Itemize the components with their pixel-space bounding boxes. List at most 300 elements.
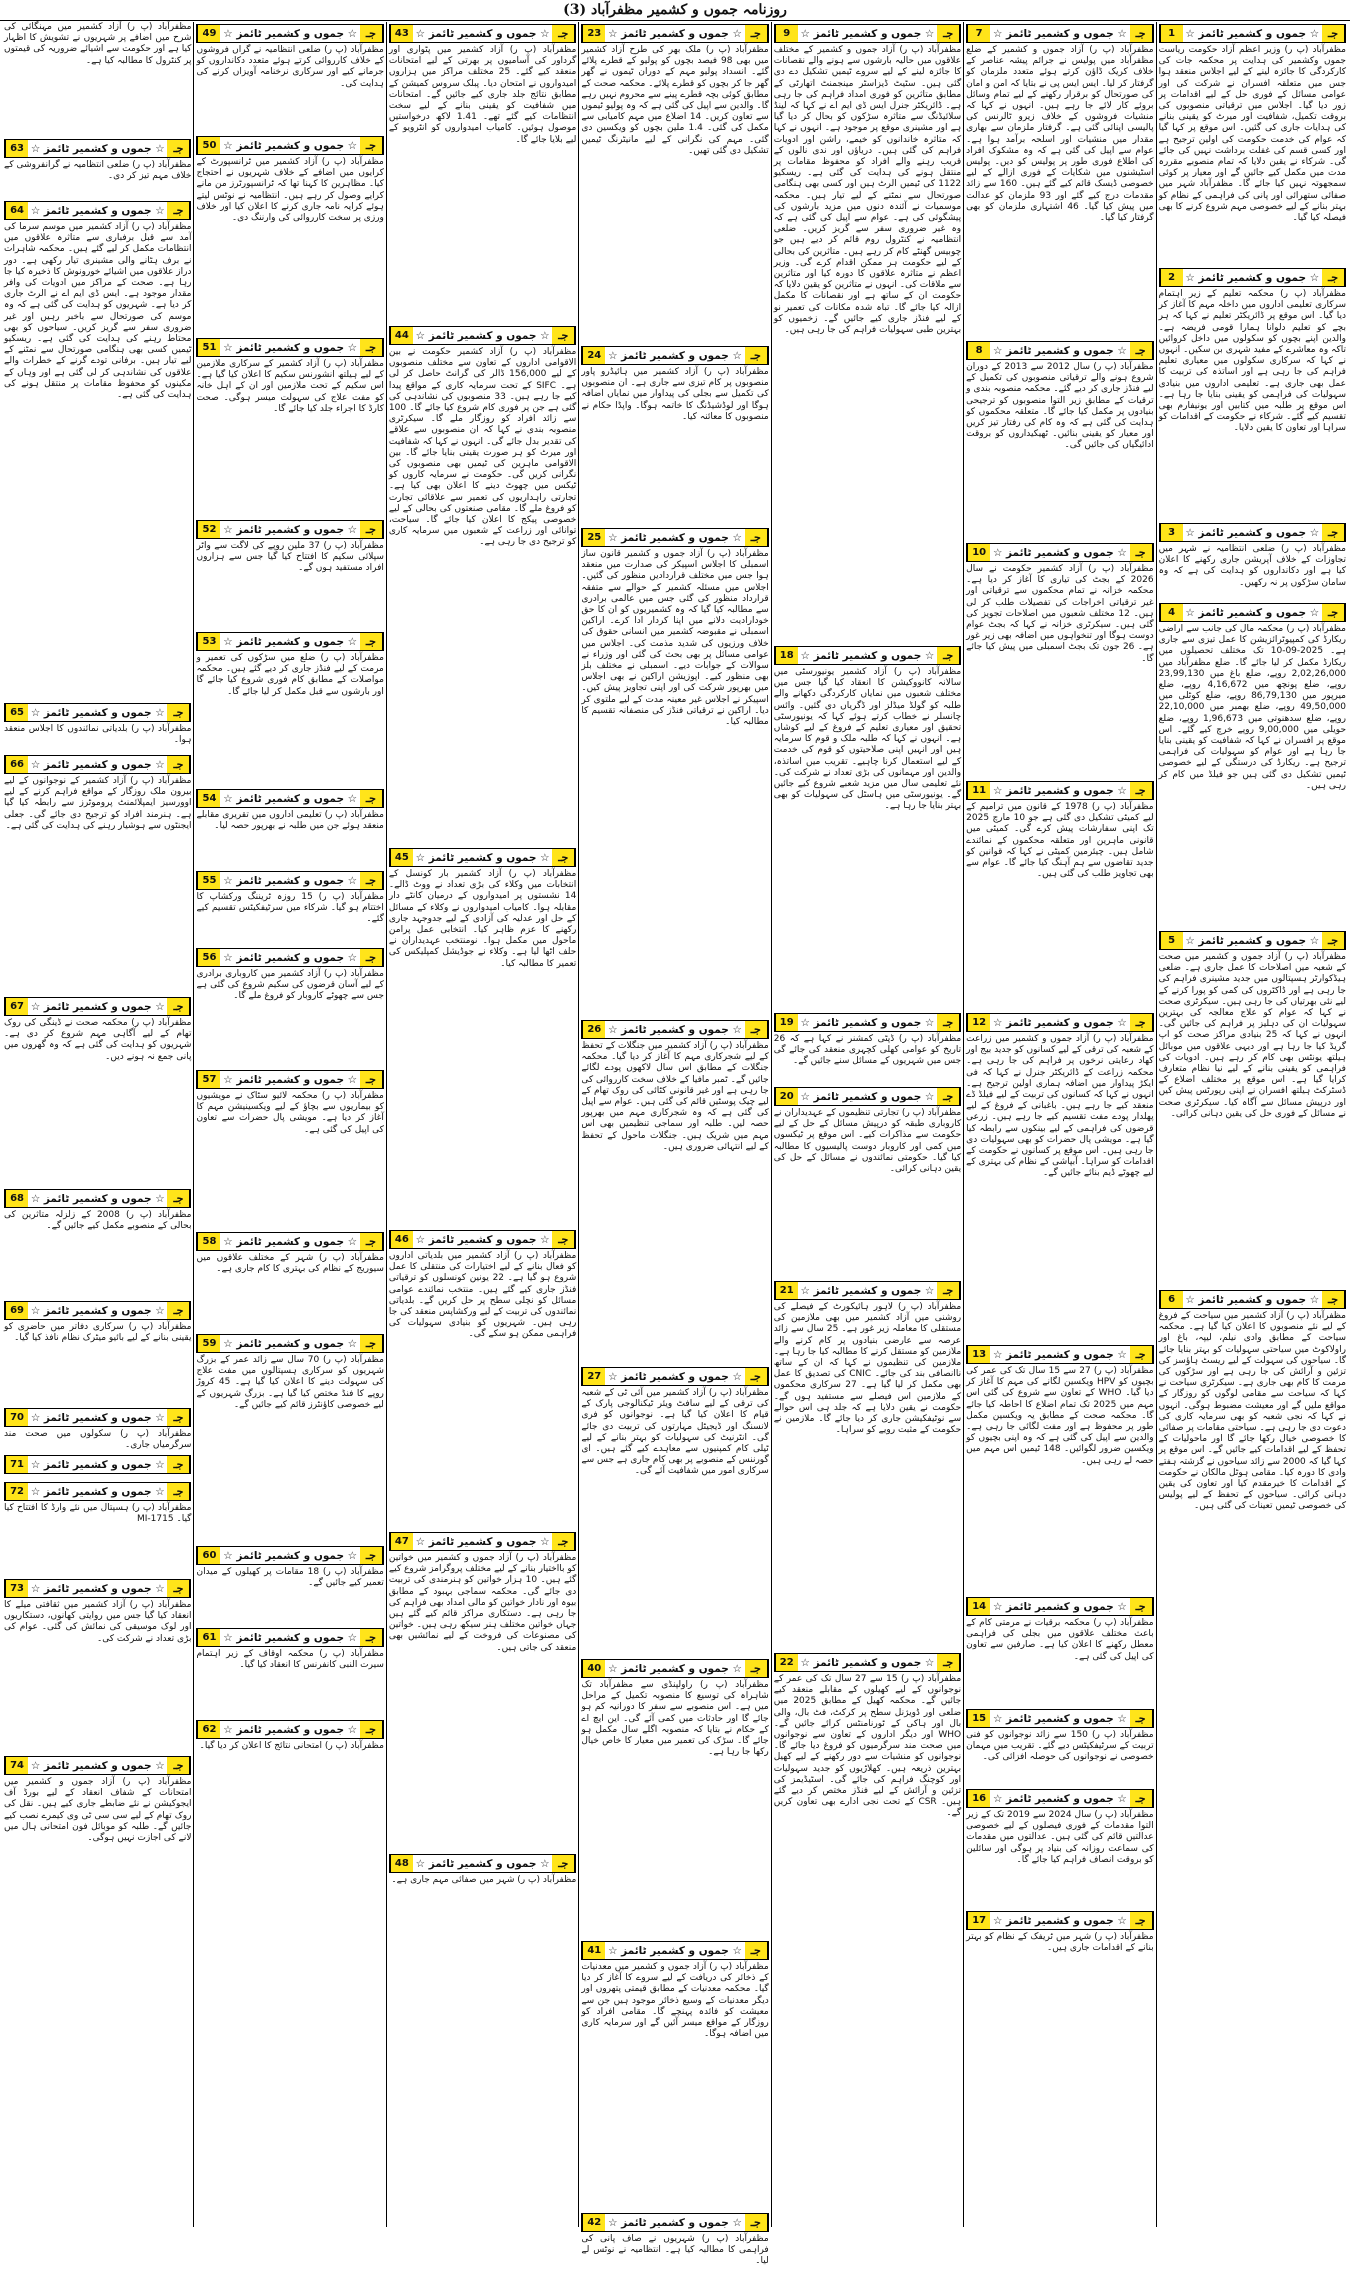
item-number-badge: 62 bbox=[197, 1721, 220, 1738]
newspaper-logo-icon: جـ bbox=[1130, 1790, 1153, 1807]
item-number-badge: 18 bbox=[775, 647, 798, 664]
news-item bbox=[4, 1189, 191, 1299]
item-header-bar bbox=[966, 543, 1153, 562]
item-header-title: ☆ جموں و کشمیر ٹائمز ☆ bbox=[223, 792, 358, 805]
item-header-bar bbox=[4, 997, 191, 1016]
item-header-title: ☆ جموں و کشمیر ٹائمز ☆ bbox=[30, 1411, 165, 1424]
newspaper-logo-icon: جـ bbox=[1130, 25, 1153, 42]
news-item-body: مظفرآباد (پ ر) محکمہ مال کی جانب سے اراضی ریکارڈ کی کمپیوٹرائزیشن کا عمل تیزی سے جاری ہے۔ 2025-09-10 تک مختلف تحصیلوں میں ریکارڈ مکمل کر لیا جائے گا۔ ضلع مظفرآباد میں 2,02,26,000 روپے، ضلع باغ میں 23,99,130 روپے، ضلع پونچھ میں 4,16,672 روپے، ضلع میرپور میں 86,79,130 روپے، ضلع کوٹلی میں 49,50,000 روپے، ضلع بھمبر میں 22,10,000 روپے، ضلع سدھنوتی میں 1,96,673 روپے، ضلع حویلی میں 9,00,000 روپے خرچ کیے گئے۔ اس موقع پر افسران نے کہا کہ شفافیت کو یقینی بنایا جا رہا ہے اور عوام کو سہولیات کی فراہمی ترجیح ہے۔ ریکارڈ کی درستگی کے لیے خصوصی ٹیمیں تشکیل دی گئی ہیں جو فیلڈ میں کام کر رہی ہیں۔ bbox=[1159, 624, 1346, 927]
item-header-bar bbox=[966, 1345, 1153, 1364]
item-header-title: ☆ جموں و کشمیر ٹائمز ☆ bbox=[608, 27, 742, 40]
news-item bbox=[774, 1087, 961, 1279]
item-number-badge: 16 bbox=[967, 1790, 990, 1807]
item-number-badge: 9 bbox=[775, 25, 798, 42]
news-item-body: مظفرآباد (پ ر) محکمہ تعلیم کے زیر اہتمام سرکاری تعلیمی اداروں میں داخلہ مہم کا آغاز کر دیا گیا۔ اس موقع پر ڈائریکٹر تعلیم نے کہا کہ ہر بچے کو تعلیم دلوانا ہمارا قومی فریضہ ہے۔ والدین اپنے بچوں کو سکولوں میں داخل کروائیں تاکہ وہ معاشرے کے مفید شہری بن سکیں۔ انہوں نے کہا کہ سرکاری سکولوں میں معیاری تعلیم فراہم کی جا رہی ہے اور اساتذہ کی تربیت کا عمل بھی جاری ہے۔ تعلیمی اداروں میں بنیادی سہولیات کی فراہمی کو یقینی بنایا جا رہا ہے۔ اس موقع پر طلبہ میں کتابیں اور یونیفارم بھی تقسیم کیے گئے۔ شرکاء نے حکومت کے اقدامات کو سراہا اور تعاون کا یقین دلایا۔ bbox=[1159, 289, 1346, 519]
item-header-title: ☆ جموں و کشمیر ٹائمز ☆ bbox=[223, 1235, 358, 1248]
news-item-body: مظفرآباد (پ ر) آزاد کشمیر میں آئی ٹی کے شعبہ کی ترقی کے لیے سافٹ ویئر ٹیکنالوجی پارک کے قیام کا اعلان کیا گیا ہے۔ نوجوانوں کو فری لانسنگ اور ڈیجیٹل مہارتوں کی تربیت دی جائے گی۔ انٹرنیٹ کی سہولیات کو بہتر بنانے کے لیے ٹیلی کام کمپنیوں سے معاہدے کیے گئے ہیں۔ ای گورننس کے منصوبے پر بھی کام جاری ہے جس سے سرکاری امور میں شفافیت آئے گی۔ bbox=[581, 1388, 768, 1655]
item-header-bar bbox=[4, 1756, 191, 1775]
item-header-bar bbox=[196, 136, 383, 155]
item-header-bar bbox=[389, 326, 576, 345]
news-item bbox=[966, 781, 1153, 1011]
news-item bbox=[4, 1301, 191, 1406]
item-header-title: ☆ جموں و کشمیر ٹائمز ☆ bbox=[1185, 271, 1320, 284]
item-header-bar bbox=[196, 1720, 383, 1739]
item-header-title: ☆ جموں و کشمیر ٹائمز ☆ bbox=[30, 1000, 165, 1013]
news-item bbox=[774, 1013, 961, 1085]
item-header-bar bbox=[1159, 603, 1346, 622]
item-header-title: ☆ جموں و کشمیر ٹائمز ☆ bbox=[223, 27, 358, 40]
news-item-body: مظفرآباد (پ ر) سال 2024 سے 2019 تک کے زیر التوا مقدمات کے فوری فیصلوں کے لیے خصوصی عدالتیں قائم کی گئی ہیں۔ عدالتوں میں مقدمات کی سماعت روزانہ کی بنیاد پر ہوگی اور سائلین کو بروقت انصاف فراہم کیا جائے گا۔ bbox=[966, 1810, 1153, 1907]
news-item bbox=[966, 1709, 1153, 1787]
item-header-title: ☆ جموں و کشمیر ٹائمز ☆ bbox=[608, 1662, 742, 1675]
newspaper-logo-icon: جـ bbox=[167, 998, 190, 1015]
newspaper-logo-icon: جـ bbox=[167, 1580, 190, 1597]
item-number-badge: 24 bbox=[582, 347, 605, 364]
news-item-body: مظفرآباد (پ ر) ضلعی انتظامیہ نے گرانفروشی کے خلاف مہم تیز کر دی۔ bbox=[4, 160, 191, 197]
item-header-title: ☆ جموں و کشمیر ٹائمز ☆ bbox=[992, 1348, 1127, 1361]
item-number-badge: 46 bbox=[390, 1231, 413, 1248]
item-header-title: ☆ جموں و کشمیر ٹائمز ☆ bbox=[608, 2216, 742, 2229]
item-number-badge: 23 bbox=[582, 25, 605, 42]
item-header-title: ☆ جموں و کشمیر ٹائمز ☆ bbox=[1185, 526, 1320, 539]
news-item-body: مظفرآباد (پ ر) آزاد کشمیر یونیورسٹی میں سالانہ کانووکیشن کا انعقاد کیا گیا جس میں مختلف شعبوں میں نمایاں کارکردگی دکھانے والے طلبہ کو گولڈ میڈلز اور ڈگریاں دی گئیں۔ وائس چانسلر نے خطاب کرتے ہوئے کہا کہ یونیورسٹی تحقیق اور معیاری تعلیم کے فروغ کے لیے کوشاں ہے۔ انہوں نے کہا کہ طلبہ ملک و قوم کا سرمایہ ہیں اور انہیں اپنی صلاحیتوں کو قوم کی خدمت کے لیے استعمال کرنا چاہیے۔ تقریب میں اساتذہ، والدین اور مہمانوں کی بڑی تعداد نے شرکت کی۔ نئے تعلیمی سال میں مزید شعبے شروع کیے جائیں گے۔ یونیورسٹی میں ہاسٹل کی سہولیات کو بھی بہتر بنایا جا رہا ہے۔ bbox=[774, 667, 961, 1009]
news-item bbox=[774, 646, 961, 1011]
news-item-body: مظفرآباد (پ ر) آزاد کشمیر کے نوجوانوں کے لیے بیرون ملک روزگار کے مواقع فراہم کرنے کے لیے اوورسیز ایمپلائمنٹ پروموٹرز سے رابطہ کیا گیا ہے۔ ہنرمند افراد کو ترجیح دی جائے گی۔ جعلی ایجنٹوں سے ہوشیار رہنے کی ہدایت کی گئی ہے۔ bbox=[4, 776, 191, 993]
item-number-badge: 27 bbox=[582, 1368, 605, 1385]
newspaper-logo-icon: جـ bbox=[745, 1660, 768, 1677]
item-header-title: ☆ جموں و کشمیر ٹائمز ☆ bbox=[223, 341, 358, 354]
item-header-bar bbox=[966, 341, 1153, 360]
news-item-body: مظفرآباد (پ ر) محکمہ برقیات نے مرمتی کام کے باعث مختلف علاقوں میں بجلی کی فراہمی معطل رکھنے کا اعلان کیا ہے۔ صارفین سے تعاون کی اپیل کی گئی ہے۔ bbox=[966, 1618, 1153, 1705]
news-item bbox=[389, 1532, 576, 1852]
item-header-title: ☆ جموں و کشمیر ٹائمز ☆ bbox=[992, 344, 1127, 357]
news-item-body: مظفرآباد (پ ر) ضلع میں سڑکوں کی تعمیر و مرمت کے لیے فنڈز جاری کر دیے گئے ہیں۔ محکمہ مواصلات کے مطابق کام فوری شروع کیا جائے گا اور بارشوں سے قبل مکمل کر لیا جائے گا۔ bbox=[196, 653, 383, 785]
item-header-bar bbox=[581, 346, 768, 365]
item-header-title: ☆ جموں و کشمیر ٹائمز ☆ bbox=[992, 1914, 1127, 1927]
news-item-body: مظفرآباد (پ ر) شہر میں ٹریفک کے نظام کو بہتر بنانے کے اقدامات جاری ہیں۔ bbox=[966, 1932, 1154, 1954]
item-header-bar bbox=[966, 1709, 1153, 1728]
news-item bbox=[966, 341, 1153, 541]
item-header-title: ☆ جموں و کشمیر ٹائمز ☆ bbox=[30, 1485, 165, 1498]
item-header-bar bbox=[4, 1482, 191, 1501]
item-number-badge: 70 bbox=[5, 1409, 28, 1426]
item-number-badge: 65 bbox=[5, 704, 28, 721]
news-item bbox=[389, 1230, 576, 1530]
item-header-bar bbox=[196, 789, 383, 808]
news-item bbox=[196, 948, 383, 1068]
newspaper-logo-icon: جـ bbox=[167, 1483, 190, 1500]
item-number-badge: 58 bbox=[197, 1233, 220, 1250]
news-item-body: مظفرآباد (پ ر) آزاد کشمیر میں پٹواری اور گرداور کی آسامیوں پر بھرتی کے لیے امتحانات منعقد کیے گئے۔ 25 مختلف مراکز میں ہزاروں امیدواروں نے امتحان دیا۔ پبلک سروس کمیشن کے مطابق نتائج جلد جاری کیے جائیں گے۔ امتحانات میں شفافیت کو یقینی بنانے کے لیے سخت انتظامات کیے گئے تھے۔ 1.41 لاکھ درخواستیں موصول ہوئیں۔ کامیاب امیدواروں کو انٹرویو کے لیے بلایا جائے گا۔ bbox=[389, 45, 576, 322]
news-item bbox=[966, 24, 1153, 339]
news-item-body: مظفرآباد (پ ر) ڈپٹی کمشنر نے کہا ہے کہ 26 تاریخ کو عوامی کھلی کچہری منعقد کی جائے گی جس میں شہریوں کے مسائل سنے جائیں گے۔ bbox=[774, 1034, 961, 1083]
news-item-body bbox=[4, 1476, 191, 1478]
news-item-body: مظفرآباد (پ ر) تجارتی تنظیموں کے عہدیداران نے کاروباری طبقہ کو درپیش مسائل کے حل کے لیے حکومت سے مذاکرات کیے۔ اس موقع پر ٹیکسوں میں کمی اور کاروبار دوست پالیسیوں کا مطالبہ کیا گیا۔ حکومتی نمائندوں نے مسائل کے حل کی یقین دہانی کرائی۔ bbox=[774, 1108, 961, 1277]
item-number-badge: 26 bbox=[582, 1021, 605, 1038]
news-item-body: مظفرآباد (پ ر) سرکاری دفاتر میں حاضری کو یقینی بنانے کے لیے بائیو میٹرک نظام نافذ کیا گیا۔ bbox=[4, 1322, 191, 1404]
item-number-badge: 53 bbox=[197, 633, 220, 650]
item-number-badge: 10 bbox=[967, 544, 990, 561]
news-item-body: مظفرآباد (پ ر) آزاد جموں و کشمیر میں خواتین کو بااختیار بنانے کے لیے مختلف پروگرامز شروع کیے گئے ہیں۔ 10 ہزار خواتین کو ہنرمندی کی تربیت دی جائے گی۔ محکمہ سماجی بہبود کے مطابق بیوہ اور نادار خواتین کو مالی امداد بھی فراہم کی جا رہی ہے۔ دستکاری مراکز قائم کیے گئے ہیں جہاں خواتین مختلف ہنر سیکھ رہی ہیں۔ خواتین کی مصنوعات کی فروخت کے لیے نمائشیں بھی منعقد کی جاتی ہیں۔ bbox=[389, 1553, 576, 1850]
news-item-body: مظفرآباد (پ ر) آزاد کشمیر بار کونسل کے انتخابات میں وکلاء کی بڑی تعداد نے ووٹ ڈالے۔ 14 نشستوں پر امیدواروں کے درمیان کانٹے دار مقابلہ ہوا۔ کامیاب امیدواروں نے وکلاء کے مسائل کے حل اور عدلیہ کی آزادی کے لیے جدوجہد جاری رکھنے کا عزم ظاہر کیا۔ انتخابی عمل پرامن ماحول میں مکمل ہوا۔ نومنتخب عہدیداران نے حلف اٹھا لیا ہے۔ وکلاء نے جوڈیشل کمپلیکس کی تعمیر کا مطالبہ کیا۔ bbox=[389, 869, 576, 1226]
item-header-title: ☆ جموں و کشمیر ٹائمز ☆ bbox=[608, 1370, 742, 1383]
item-header-title: ☆ جموں و کشمیر ٹائمز ☆ bbox=[992, 1600, 1127, 1613]
news-item bbox=[581, 1941, 768, 2211]
item-header-title: ☆ جموں و کشمیر ٹائمز ☆ bbox=[800, 1656, 935, 1669]
news-item bbox=[581, 1367, 768, 1657]
news-item bbox=[581, 1020, 768, 1365]
newspaper-logo-icon: جـ bbox=[552, 25, 575, 42]
item-number-badge: 59 bbox=[197, 1335, 220, 1352]
news-item bbox=[196, 1628, 383, 1718]
item-header-title: ☆ جموں و کشمیر ٹائمز ☆ bbox=[415, 1535, 550, 1548]
newspaper-logo-icon: جـ bbox=[1130, 342, 1153, 359]
item-header-bar bbox=[196, 24, 383, 43]
news-item-body: مظفرآباد (پ ر) آزاد کشمیر حکومت نے سال 2026 کے بجٹ کی تیاری کا آغاز کر دیا ہے۔ محکمہ خزانہ نے تمام محکموں سے ترقیاتی اور غیر ترقیاتی اخراجات کی تفصیلات طلب کر لی ہیں۔ 12 مختلف شعبوں میں اصلاحات تجویز کی گئی ہیں۔ سیکرٹری خزانہ نے کہا کہ بجٹ عوام دوست ہوگا اور تنخواہوں میں اضافہ بھی زیر غور ہے۔ 26 جون تک بجٹ اسمبلی میں پیش کیا جائے گا۔ bbox=[966, 564, 1153, 777]
newspaper-logo-icon: جـ bbox=[1322, 524, 1345, 541]
item-header-title: ☆ جموں و کشمیر ٹائمز ☆ bbox=[223, 1073, 358, 1086]
news-item bbox=[774, 24, 961, 644]
item-header-title: ☆ جموں و کشمیر ٹائمز ☆ bbox=[800, 1090, 935, 1103]
item-header-title: ☆ جموں و کشمیر ٹائمز ☆ bbox=[223, 523, 358, 536]
item-header-bar bbox=[196, 1232, 383, 1251]
newspaper-logo-icon: جـ bbox=[360, 1233, 383, 1250]
news-item-body: مظفرآباد (پ ر) شہر میں صفائی مہم جاری ہے۔ bbox=[389, 1875, 576, 1892]
news-item bbox=[1159, 1290, 1346, 1710]
newspaper-logo-icon: جـ bbox=[1322, 604, 1345, 621]
item-number-badge: 17 bbox=[967, 1912, 990, 1929]
news-item bbox=[389, 326, 576, 846]
item-header-title: ☆ جموں و کشمیر ٹائمز ☆ bbox=[30, 1192, 165, 1205]
item-number-badge: 61 bbox=[197, 1629, 220, 1646]
item-header-bar bbox=[196, 1628, 383, 1647]
newspaper-logo-icon: جـ bbox=[360, 1071, 383, 1088]
newspaper-logo-icon: جـ bbox=[745, 2214, 768, 2231]
item-header-bar bbox=[966, 24, 1153, 43]
item-header-title: ☆ جموں و کشمیر ٹائمز ☆ bbox=[223, 635, 358, 648]
item-header-bar bbox=[1159, 1290, 1346, 1309]
item-header-bar bbox=[4, 1301, 191, 1320]
item-number-badge: 57 bbox=[197, 1071, 220, 1088]
news-item bbox=[389, 24, 576, 324]
news-item bbox=[196, 1232, 383, 1332]
newspaper-masthead bbox=[0, 0, 1350, 21]
news-item bbox=[4, 755, 191, 995]
item-header-title: ☆ جموں و کشمیر ٹائمز ☆ bbox=[30, 1304, 165, 1317]
news-item-body: مظفرآباد (پ ر) آزاد کشمیر حکومت نے بین الاقوامی اداروں کے تعاون سے مختلف منصوبوں کے لیے 156,000 ڈالر کی گرانٹ حاصل کر لی ہے۔ SIFC کے تحت سرمایہ کاری کے مواقع پیدا کیے جا رہے ہیں۔ 33 منصوبوں کی نشاندہی کی گئی ہے جن پر فوری کام شروع کیا جائے گا۔ 100 سے زائد افراد کو روزگار ملے گا۔ سیکرٹری منصوبہ بندی نے کہا کہ ان منصوبوں سے علاقے کی تقدیر بدل جائے گی۔ انہوں نے کہا کہ شفافیت اور میرٹ کو ہر صورت یقینی بنایا جائے گا۔ بین الاقوامی ماہرین کی ٹیمیں بھی منصوبوں کی نگرانی کریں گی۔ حکومت نے سرمایہ کاروں کو ٹیکس میں چھوٹ دینے کا اعلان بھی کیا ہے۔ تجارتی راہداریوں کی تعمیر سے علاقائی تجارت کو فروغ ملے گا۔ مقامی صنعتوں کی بحالی کے لیے خصوصی پیکج کا اعلان کیا جائے گا۔ سیاحت، توانائی اور زراعت کے شعبوں میں سرمایہ کاری کو ترجیح دی جا رہی ہے۔ bbox=[389, 347, 576, 844]
news-item-body: مظفرآباد (پ ر) آزاد کشمیر میں بلدیاتی اداروں کو فعال بنانے کے لیے اختیارات کی منتقلی کا عمل شروع ہو گیا ہے۔ 22 یونین کونسلوں کو ترقیاتی فنڈز جاری کیے گئے ہیں۔ منتخب نمائندے عوامی مسائل کو نچلی سطح پر حل کریں گے۔ بلدیاتی نمائندوں کی تربیت کے لیے ورکشاپس منعقد کی جا رہی ہیں۔ شہریوں کو بنیادی سہولیات کی فراہمی ممکن ہو سکے گی۔ bbox=[389, 1251, 576, 1528]
news-item-body: مظفرآباد (پ ر) ضلعی انتظامیہ نے شہر میں تجاوزات کے خلاف آپریشن جاری رکھنے کا اعلان کیا ہے اور دکانداروں کو ہدایت کی ہے کہ وہ سامان سڑکوں پر نہ رکھیں۔ bbox=[1159, 544, 1346, 599]
newspaper-logo-icon: جـ bbox=[167, 704, 190, 721]
news-item bbox=[581, 346, 768, 526]
newspaper-logo-icon: جـ bbox=[360, 137, 383, 154]
item-header-title: ☆ جموں و کشمیر ٹائمز ☆ bbox=[30, 1582, 165, 1595]
newspaper-logo-icon: جـ bbox=[745, 347, 768, 364]
item-number-badge: 55 bbox=[197, 872, 220, 889]
news-item bbox=[966, 1597, 1153, 1707]
newspaper-logo-icon: جـ bbox=[360, 1629, 383, 1646]
news-item-body: مظفرآباد (پ ر) محکمہ اوقاف کے زیر اہتمام سیرت النبی کانفرنس کا انعقاد کیا گیا۔ bbox=[196, 1649, 383, 1716]
item-number-badge: 1 bbox=[1160, 25, 1183, 42]
news-item-body: مظفرآباد (پ ر) آزاد کشمیر میں موسم سرما کی آمد سے قبل برفباری سے متاثرہ علاقوں میں انتظامات مکمل کر لیے گئے ہیں۔ محکمہ شاہرات نے برف ہٹانے والی مشینری تیار رکھی ہے۔ دور دراز علاقوں میں اشیائے خورونوش کا ذخیرہ کیا جا رہا ہے۔ صحت کے مراکز میں ادویات کی وافر مقدار موجود ہے۔ ایس ڈی ایم اے نے الرٹ جاری کر دیا ہے۔ شہریوں کو ہدایت کی گئی ہے کہ وہ موسم کی صورتحال سے باخبر رہیں اور غیر ضروری سفر سے گریز کریں۔ سیاحوں کو بھی محتاط رہنے کی ہدایت کی گئی ہے۔ ریسکیو ٹیمیں کسی بھی ہنگامی صورتحال سے نمٹنے کے لیے تیار ہیں۔ برفانی تودے گرنے کے خطرات والے علاقوں کی نشاندہی کر لی گئی ہے اور وہاں کے مکینوں کو محفوظ مقامات پر منتقل ہونے کی ہدایت کی گئی ہے۔ bbox=[4, 222, 191, 699]
item-number-badge: 67 bbox=[5, 998, 28, 1015]
item-number-badge: 6 bbox=[1160, 1291, 1183, 1308]
newspaper-logo-icon: جـ bbox=[745, 1942, 768, 1959]
item-number-badge: 66 bbox=[5, 756, 28, 773]
news-item bbox=[196, 1070, 383, 1230]
news-item bbox=[4, 1408, 191, 1453]
item-number-badge: 44 bbox=[390, 327, 413, 344]
item-header-bar bbox=[581, 2213, 768, 2232]
news-item-body: مظفرآباد (پ ر) آزاد کشمیر میں ثقافتی میلے کا انعقاد کیا گیا جس میں روایتی کھانوں، دستکاریوں اور لوک موسیقی کی نمائش کی گئی۔ عوام کی بڑی تعداد نے شرکت کی۔ bbox=[4, 1600, 191, 1752]
news-item-body: مظفرآباد (پ ر) تعلیمی اداروں میں تقریری مقابلے منعقد ہوئے جن میں طلبہ نے بھرپور حصہ لیا۔ bbox=[196, 810, 383, 867]
news-item-body: مظفرآباد (پ ر) 2008 کے زلزلہ متاثرین کی بحالی کے منصوبے مکمل کیے جائیں گے۔ bbox=[4, 1210, 191, 1297]
item-header-bar bbox=[196, 1334, 383, 1353]
news-item-body: مظفرآباد (پ ر) آزاد جموں و کشمیر قانون ساز اسمبلی کا اجلاس اسپیکر کی صدارت میں منعقد ہوا جس میں مختلف قراردادیں منظور کی گئیں۔ اجلاس میں مسئلہ کشمیر کے حوالے سے متفقہ قرارداد منظور کی گئی جس میں عالمی برادری سے مطالبہ کیا گیا کہ وہ کشمیریوں کو ان کا حق خودارادیت دلانے میں اپنا کردار ادا کرے۔ اراکین اسمبلی نے مقبوضہ کشمیر میں انسانی حقوق کی خلاف ورزیوں کی شدید مذمت کی۔ اجلاس میں عوامی مسائل پر بھی بحث کی گئی اور وزراء نے سوالات کے جوابات دیے۔ اسمبلی نے مختلف بلز بھی منظور کیے۔ اپوزیشن اراکین نے بھی اجلاس میں بھرپور شرکت کی اور اپنی تجاویز پیش کیں۔ اسپیکر نے اجلاس غیر معینہ مدت کے لیے ملتوی کر دیا۔ اراکین نے ترقیاتی فنڈز کی منصفانہ تقسیم کا مطالبہ کیا۔ bbox=[581, 549, 768, 1016]
news-item bbox=[1159, 603, 1346, 929]
news-item bbox=[4, 1756, 191, 1986]
item-header-title: ☆ جموں و کشمیر ٹائمز ☆ bbox=[223, 874, 358, 887]
newspaper-logo-icon: جـ bbox=[167, 756, 190, 773]
news-item-body: مظفرآباد (پ ر) ملک بھر کی طرح آزاد کشمیر میں بھی 98 فیصد بچوں کو پولیو کے قطرے پلائے گئے۔ انسداد پولیو مہم کے دوران ٹیموں نے گھر گھر جا کر بچوں کو قطرے پلائے۔ محکمہ صحت کے مطابق کوئی بچہ قطرے پینے سے محروم نہیں رہے گا۔ والدین سے اپیل کی گئی ہے کہ وہ پولیو ٹیموں سے تعاون کریں۔ 14 اضلاع میں مہم کامیابی سے مکمل کی گئی۔ 1.4 ملین بچوں کو ویکسین دی گئی۔ مہم کی نگرانی کے لیے مانیٹرنگ ٹیمیں تشکیل دی گئی تھیں۔ bbox=[581, 45, 768, 342]
news-item-body: مظفرآباد (پ ر) لاہور ہائیکورٹ کے فیصلے کی روشنی میں آزاد کشمیر میں بھی ملازمین کی مستقلی کا معاملہ زیر غور ہے۔ 25 سال سے زائد عرصہ سے عارضی بنیادوں پر کام کرنے والے ملازمین کو مستقل کرنے کا مطالبہ کیا جا رہا ہے۔ ملازمین کی تنظیموں نے کہا کہ ان کے ساتھ ناانصافی بند کی جائے۔ CNIC کی تصدیق کا عمل بھی مکمل کر لیا گیا ہے۔ 27 سرکاری محکموں کے ملازمین اس فیصلے سے مستفید ہوں گے۔ حکومت نے یقین دلایا ہے کہ جلد ہی اس حوالے سے نوٹیفکیشن جاری کر دیا جائے گا۔ ملازمین نے حکومت کے مثبت رویے کو سراہا۔ bbox=[774, 1302, 961, 1649]
item-number-badge: 63 bbox=[5, 140, 28, 157]
news-item bbox=[774, 1281, 961, 1651]
item-header-bar bbox=[196, 1546, 383, 1565]
news-item bbox=[1159, 268, 1346, 521]
news-column bbox=[193, 22, 385, 2227]
item-number-badge: 19 bbox=[775, 1014, 798, 1031]
item-header-title: ☆ جموں و کشمیر ٹائمز ☆ bbox=[1185, 27, 1320, 40]
newspaper-logo-icon: جـ bbox=[360, 1721, 383, 1738]
item-header-bar bbox=[581, 24, 768, 43]
item-header-bar bbox=[581, 1659, 768, 1678]
newspaper-logo-icon: جـ bbox=[1130, 782, 1153, 799]
news-item-body: مظفرآباد (پ ر) 150 سے زائد نوجوانوں کو فنی تربیت کے سرٹیفکیٹس دیے گئے۔ تقریب میں مہمان خصوصی نے نوجوانوں کی حوصلہ افزائی کی۔ bbox=[966, 1730, 1153, 1785]
news-item bbox=[774, 1653, 961, 2033]
item-header-bar bbox=[774, 1013, 961, 1032]
newspaper-logo-icon: جـ bbox=[1130, 1014, 1153, 1031]
newspaper-logo-icon: جـ bbox=[552, 327, 575, 344]
news-item-body: مظفرآباد (پ ر) آزاد جموں و کشمیر کے مختلف علاقوں میں حالیہ بارشوں سے ہونے والے نقصانات کا جائزہ لینے کے لیے سروے ٹیمیں تشکیل دے دی گئی ہیں۔ سٹیٹ ڈیزاسٹر مینجمنٹ اتھارٹی کے مطابق متاثرین کو فوری امداد فراہم کی جا رہی ہے۔ ڈائریکٹر جنرل ایس ڈی ایم اے نے کہا کہ لینڈ سلائیڈنگ سے متاثرہ سڑکوں کو بحال کر دیا گیا ہے اور مشینری موقع پر موجود ہے۔ انہوں نے کہا کہ متاثرہ خاندانوں کو خیمے، راشن اور ادویات فراہم کی گئی ہیں۔ دریاؤں اور ندی نالوں کے قریب رہنے والے افراد کو محفوظ مقامات پر منتقل ہونے کی ہدایت کی گئی ہے۔ ریسکیو 1122 کی ٹیمیں الرٹ ہیں اور کسی بھی ہنگامی صورتحال سے نمٹنے کے لیے تیار ہیں۔ محکمہ موسمیات نے آئندہ دنوں میں مزید بارشوں کی پیشگوئی کی ہے۔ عوام سے اپیل کی گئی ہے کہ وہ غیر ضروری سفر سے گریز کریں۔ ضلعی انتظامیہ نے کنٹرول روم قائم کر دیے ہیں جو چوبیس گھنٹے کام کر رہے ہیں۔ متاثرین کی بحالی کے لیے حکومت ہر ممکن اقدام کرے گی۔ وزیر اعظم نے متاثرہ علاقوں کا دورہ کیا اور متاثرین سے ملاقات کی۔ انہوں نے متاثرین کو یقین دلایا کہ حکومت ان کے ساتھ ہے اور نقصانات کا مکمل ازالہ کیا جائے گا۔ تباہ شدہ مکانات کی تعمیر نو کے لیے فنڈز جاری کیے جائیں گے۔ زخمیوں کو بہترین طبی سہولیات فراہم کی جا رہی ہیں۔ bbox=[774, 45, 961, 642]
newspaper-logo-icon: جـ bbox=[937, 25, 960, 42]
masthead-title: روزنامہ جموں و کشمیر مظفرآباد (3) bbox=[563, 2, 787, 18]
item-header-bar bbox=[196, 632, 383, 651]
news-item bbox=[4, 1455, 191, 1480]
item-number-badge: 41 bbox=[582, 1942, 605, 1959]
item-header-bar bbox=[1159, 523, 1346, 542]
news-item bbox=[196, 24, 383, 134]
item-header-bar bbox=[389, 1532, 576, 1551]
news-item-body: مظفرآباد (پ ر) آزاد کشمیر میں ہائیڈرو پاور منصوبوں پر کام تیزی سے جاری ہے۔ ان منصوبوں کی تکمیل سے بجلی کی پیداوار میں نمایاں اضافہ ہوگا اور لوڈشیڈنگ کا خاتمہ ہوگا۔ واپڈا حکام نے منصوبوں کا معائنہ کیا۔ bbox=[581, 367, 768, 524]
news-item-body: مظفرآباد (پ ر) 1978 کے قانون میں ترامیم کے لیے کمیٹی تشکیل دی گئی ہے جو 10 مارچ 2025 تک اپنی سفارشات پیش کرے گی۔ کمیٹی میں قانونی ماہرین اور متعلقہ محکموں کے نمائندے شامل ہیں۔ چیئرمین کمیٹی نے کہا کہ قوانین کو جدید تقاضوں سے ہم آہنگ کیا جائے گا۔ عوام سے بھی تجاویز طلب کی گئی ہیں۔ bbox=[966, 802, 1153, 1009]
news-column bbox=[1156, 22, 1348, 2227]
news-item bbox=[4, 997, 191, 1187]
news-item-body: مظفرآباد (پ ر) آزاد کشمیر میں کاروباری برادری کے لیے آسان قرضوں کی سکیم شروع کی گئی ہے جس سے چھوٹے کاروبار کو فروغ ملے گا۔ bbox=[196, 969, 383, 1066]
item-number-badge: 42 bbox=[582, 2214, 605, 2231]
news-item-body: مظفرآباد (پ ر) آزاد کشمیر میں مہنگائی کی شرح میں اضافے پر شہریوں نے تشویش کا اظہار کیا ہے اور حکومت سے اشیائے ضروریہ کی قیمتوں پر کنٹرول کا مطالبہ کیا ہے۔ bbox=[4, 22, 191, 137]
news-item bbox=[966, 1789, 1153, 1909]
news-item bbox=[966, 543, 1153, 779]
item-header-bar bbox=[966, 1597, 1153, 1616]
newspaper-logo-icon: جـ bbox=[167, 1757, 190, 1774]
item-number-badge: 71 bbox=[5, 1456, 28, 1473]
item-number-badge: 54 bbox=[197, 790, 220, 807]
newspaper-logo-icon: جـ bbox=[745, 529, 768, 546]
newspaper-logo-icon: جـ bbox=[1130, 544, 1153, 561]
news-column bbox=[386, 22, 578, 2227]
item-header-title: ☆ جموں و کشمیر ٹائمز ☆ bbox=[223, 1723, 358, 1736]
news-item bbox=[389, 1854, 576, 1894]
news-item-body: مظفرآباد (پ ر) شہر کے مختلف علاقوں میں سیوریج کے نظام کی بہتری کا کام جاری ہے۔ bbox=[196, 1253, 383, 1330]
item-number-badge: 12 bbox=[967, 1014, 990, 1031]
item-header-bar bbox=[774, 646, 961, 665]
newspaper-logo-icon: جـ bbox=[360, 790, 383, 807]
item-header-bar bbox=[4, 703, 191, 722]
newspaper-logo-icon: جـ bbox=[167, 1456, 190, 1473]
item-header-title: ☆ جموں و کشمیر ٹائمز ☆ bbox=[608, 349, 742, 362]
item-number-badge: 40 bbox=[582, 1660, 605, 1677]
item-number-badge: 7 bbox=[967, 25, 990, 42]
item-header-title: ☆ جموں و کشمیر ٹائمز ☆ bbox=[992, 1712, 1127, 1725]
item-header-title: ☆ جموں و کشمیر ٹائمز ☆ bbox=[608, 1944, 742, 1957]
item-number-badge: 15 bbox=[967, 1710, 990, 1727]
item-number-badge: 8 bbox=[967, 342, 990, 359]
item-header-title: ☆ جموں و کشمیر ٹائمز ☆ bbox=[1185, 1293, 1320, 1306]
item-header-bar bbox=[1159, 268, 1346, 287]
news-column bbox=[578, 22, 770, 2267]
item-number-badge: 73 bbox=[5, 1580, 28, 1597]
item-header-title: ☆ جموں و کشمیر ٹائمز ☆ bbox=[415, 329, 550, 342]
news-item-body: مظفرآباد (پ ر) آزاد جموں و کشمیر میں صحت کے شعبہ میں اصلاحات کا عمل جاری ہے۔ ضلعی ہیڈکوارٹر ہسپتالوں میں جدید مشینری فراہم کی جا رہی ہے اور ڈاکٹروں کی کمی کو پورا کرنے کے لیے نئی بھرتیاں کی جا رہی ہیں۔ سیکرٹری صحت نے کہا کہ عوام کو علاج معالجہ کی بہترین سہولیات ان کی دہلیز پر فراہم کی جائیں گی۔ انہوں نے کہا کہ 25 بنیادی مراکز صحت کو اپ گریڈ کیا جا رہا ہے اور دیہی علاقوں میں موبائل ہیلتھ یونٹس بھی کام کر رہے ہیں۔ ادویات کی فراہمی کو یقینی بنانے کے لیے نیا نظام متعارف کرایا گیا ہے۔ اس موقع پر مختلف اضلاع کے ڈسٹرکٹ ہیلتھ افسران نے اپنی رپورٹس پیش کیں اور درپیش مسائل سے آگاہ کیا۔ سیکرٹری صحت نے مسائل کے فوری حل کی یقین دہانی کرائی۔ bbox=[1159, 952, 1346, 1286]
item-header-title: ☆ جموں و کشمیر ٹائمز ☆ bbox=[800, 1284, 935, 1297]
news-column bbox=[2, 22, 193, 2227]
news-item bbox=[4, 139, 191, 199]
newspaper-logo-icon: جـ bbox=[167, 1190, 190, 1207]
item-header-title: ☆ جموں و کشمیر ٹائمز ☆ bbox=[1185, 934, 1320, 947]
item-header-bar bbox=[774, 24, 961, 43]
item-number-badge: 14 bbox=[967, 1598, 990, 1615]
item-number-badge: 50 bbox=[197, 137, 220, 154]
news-item-body: مظفرآباد (پ ر) آزاد کشمیر کے سرکاری ملازمین کے لیے ہیلتھ انشورنس سکیم کا اعلان کیا گیا ہے۔ اس سکیم کے تحت ملازمین اور ان کے اہل خانہ کو مفت علاج کی سہولت میسر ہوگی۔ صحت کارڈ کا اجراء جلد کیا جائے گا۔ bbox=[196, 359, 383, 516]
news-item-body: مظفرآباد (پ ر) سال 2012 سے 2013 کے دوران شروع ہونے والے ترقیاتی منصوبوں کی تکمیل کے لیے فنڈز جاری کر دیے گئے۔ محکمہ منصوبہ بندی و ترقیات کے مطابق زیر التوا منصوبوں کو ترجیحی بنیادوں پر مکمل کیا جائے گا۔ متعلقہ محکموں کو ہدایت کی گئی ہے کہ وہ کام کی رفتار تیز کریں اور معیار کو یقینی بنائیں۔ ٹھیکیداروں کو بروقت ادائیگیاں کی جائیں گی۔ bbox=[966, 362, 1153, 539]
news-item bbox=[196, 1720, 383, 1760]
newspaper-logo-icon: جـ bbox=[937, 1014, 960, 1031]
news-item bbox=[4, 22, 191, 137]
newspaper-logo-icon: جـ bbox=[552, 1855, 575, 1872]
item-header-title: ☆ جموں و کشمیر ٹائمز ☆ bbox=[223, 1549, 358, 1562]
item-header-title: ☆ جموں و کشمیر ٹائمز ☆ bbox=[992, 546, 1127, 559]
news-item bbox=[4, 1579, 191, 1754]
news-item bbox=[196, 338, 383, 518]
news-item bbox=[966, 1013, 1153, 1343]
news-item bbox=[1159, 523, 1346, 601]
news-item bbox=[1159, 931, 1346, 1288]
item-header-title: ☆ جموں و کشمیر ٹائمز ☆ bbox=[223, 1631, 358, 1644]
item-header-title: ☆ جموں و کشمیر ٹائمز ☆ bbox=[992, 1016, 1127, 1029]
item-header-bar bbox=[581, 528, 768, 547]
news-item-body: مظفرآباد (پ ر) 18 مقامات پر کھیلوں کے میدان تعمیر کیے جائیں گے۔ bbox=[196, 1567, 383, 1624]
item-header-bar bbox=[581, 1020, 768, 1039]
item-number-badge: 47 bbox=[390, 1533, 413, 1550]
item-number-badge: 64 bbox=[5, 202, 28, 219]
item-header-title: ☆ جموں و کشمیر ٹائمز ☆ bbox=[800, 649, 935, 662]
item-number-badge: 48 bbox=[390, 1855, 413, 1872]
news-item bbox=[966, 1911, 1154, 1954]
item-header-title: ☆ جموں و کشمیر ٹائمز ☆ bbox=[800, 1016, 935, 1029]
item-header-bar bbox=[1159, 24, 1346, 43]
news-item bbox=[1159, 24, 1346, 266]
news-item-body: مظفرآباد (پ ر) بلدیاتی نمائندوں کا اجلاس منعقد ہوا۔ bbox=[4, 724, 191, 751]
item-header-bar bbox=[389, 1230, 576, 1249]
news-item bbox=[196, 871, 383, 946]
item-header-bar bbox=[196, 871, 383, 890]
item-number-badge: 11 bbox=[967, 782, 990, 799]
item-header-bar bbox=[389, 24, 576, 43]
news-item bbox=[196, 136, 383, 336]
news-item bbox=[196, 1334, 383, 1544]
item-header-title: ☆ جموں و کشمیر ٹائمز ☆ bbox=[415, 1857, 550, 1870]
newspaper-logo-icon: جـ bbox=[1322, 269, 1345, 286]
news-item bbox=[196, 1546, 383, 1626]
item-number-badge: 51 bbox=[197, 339, 220, 356]
item-header-bar bbox=[4, 1408, 191, 1427]
newspaper-logo-icon: جـ bbox=[1130, 1710, 1153, 1727]
item-header-bar bbox=[581, 1367, 768, 1386]
newspaper-logo-icon: جـ bbox=[360, 949, 383, 966]
news-item bbox=[196, 520, 383, 630]
newspaper-logo-icon: جـ bbox=[552, 849, 575, 866]
item-header-bar bbox=[196, 948, 383, 967]
item-header-title: ☆ جموں و کشمیر ٹائمز ☆ bbox=[992, 784, 1127, 797]
newspaper-logo-icon: جـ bbox=[167, 1409, 190, 1426]
newspaper-logo-icon: جـ bbox=[360, 872, 383, 889]
news-item bbox=[581, 24, 768, 344]
newspaper-logo-icon: جـ bbox=[745, 1021, 768, 1038]
item-header-title: ☆ جموں و کشمیر ٹائمز ☆ bbox=[415, 27, 550, 40]
newspaper-logo-icon: جـ bbox=[360, 1547, 383, 1564]
news-item-body: مظفرآباد (پ ر) سکولوں میں صحت مند سرگرمیاں جاری۔ bbox=[4, 1429, 192, 1451]
news-item-body: مظفرآباد (پ ر) آزاد جموں و کشمیر میں معدنیات کے ذخائر کی دریافت کے لیے سروے کا آغاز کر دیا گیا۔ محکمہ معدنیات کے مطابق قیمتی پتھروں اور دیگر معدنیات کے وسیع ذخائر موجود ہیں جن سے معیشت کو فائدہ پہنچے گا۔ مقامی افراد کو روزگار کے مواقع میسر آئیں گے اور سرمایہ کاری میں اضافہ ہوگا۔ bbox=[581, 1962, 768, 2209]
newspaper-logo-icon: جـ bbox=[1322, 25, 1345, 42]
newspaper-logo-icon: جـ bbox=[167, 202, 190, 219]
news-item-body: مظفرآباد (پ ر) 15 روزہ ٹریننگ ورکشاپ کا اختتام ہو گیا۔ شرکاء میں سرٹیفکیٹس تقسیم کیے گئے۔ bbox=[196, 892, 383, 944]
item-number-badge: 43 bbox=[390, 25, 413, 42]
item-header-title: ☆ جموں و کشمیر ٹائمز ☆ bbox=[415, 1233, 550, 1246]
newspaper-logo-icon: جـ bbox=[552, 1533, 575, 1550]
item-header-title: ☆ جموں و کشمیر ٹائمز ☆ bbox=[223, 1337, 358, 1350]
item-header-title: ☆ جموں و کشمیر ٹائمز ☆ bbox=[992, 27, 1127, 40]
news-item-body: مظفرآباد (پ ر) آزاد کشمیر میں سیاحت کے فروغ کے لیے نئے منصوبوں کا اعلان کیا گیا ہے۔ محکمہ سیاحت کے مطابق وادی نیلم، لیپہ، باغ اور راولاکوٹ میں سیاحتی سہولیات کو بہتر بنایا جائے گا۔ سیاحوں کی سہولت کے لیے ریسٹ ہاؤسز کی تزئین و آرائش کی جا رہی ہے اور سڑکوں کی مرمت کا کام بھی جاری ہے۔ سیکرٹری سیاحت نے کہا کہ سیاحت سے مقامی لوگوں کو روزگار کے مواقع ملیں گے اور معیشت مضبوط ہوگی۔ انہوں نے کہا کہ نجی شعبہ کو بھی سرمایہ کاری کی دعوت دی جا رہی ہے۔ سیاحتی مقامات پر صفائی کا خصوصی خیال رکھا جائے گا اور ماحولیات کے تحفظ کے لیے اقدامات کیے جائیں گے۔ اس موقع پر کہا گیا کہ 2000 سے زائد سیاحوں نے گزشتہ ہفتے وادی کا دورہ کیا۔ مقامی ہوٹل مالکان نے حکومت کے اقدامات کا خیرمقدم کیا اور تعاون کی یقین دہانی کرائی۔ سیاحوں کے تحفظ کے لیے پولیس کی خصوصی ٹیمیں تعینات کی گئی ہیں۔ bbox=[1159, 1311, 1346, 1708]
item-number-badge: 45 bbox=[390, 849, 413, 866]
news-item-body: مظفرآباد (پ ر) آزاد جموں و کشمیر میں زراعت کے شعبہ کی ترقی کے لیے کسانوں کو جدید بیج اور کھاد رعایتی نرخوں پر فراہم کی جا رہی ہے۔ محکمہ زراعت کے ڈائریکٹر جنرل نے کہا کہ فی ایکڑ پیداوار میں اضافہ ہماری اولین ترجیح ہے۔ انہوں نے کہا کہ کسانوں کی تربیت کے لیے فیلڈ ڈے منعقد کیے جا رہے ہیں۔ باغبانی کے فروغ کے لیے پھلدار پودے مفت تقسیم کیے جا رہے ہیں۔ زرعی قرضوں کی فراہمی کے لیے بینکوں سے رابطہ کیا گیا ہے۔ مویشی پال حضرات کو بھی سہولیات دی جا رہی ہیں۔ اس موقع پر کسانوں نے حکومت کے اقدامات کو سراہا۔ آبپاشی کے نظام کی بہتری کے لیے چھوٹے ڈیم بنائے جائیں گے۔ bbox=[966, 1034, 1153, 1341]
item-number-badge: 3 bbox=[1160, 524, 1183, 541]
item-number-badge: 68 bbox=[5, 1190, 28, 1207]
news-item bbox=[389, 848, 576, 1228]
news-item-body: مظفرآباد (پ ر) ضلعی انتظامیہ نے گراں فروشوں کے خلاف کارروائی کرتے ہوئے متعدد دکانداروں کو جرمانے کیے اور سرکاری نرخنامہ آویزاں کرنے کی ہدایت کی۔ bbox=[196, 45, 383, 132]
item-header-bar bbox=[774, 1653, 961, 1672]
item-number-badge: 69 bbox=[5, 1302, 28, 1319]
newspaper-logo-icon: جـ bbox=[937, 1654, 960, 1671]
newspaper-logo-icon: جـ bbox=[360, 339, 383, 356]
item-header-title: ☆ جموں و کشمیر ٹائمز ☆ bbox=[30, 1759, 165, 1772]
item-header-title: ☆ جموں و کشمیر ٹائمز ☆ bbox=[992, 1792, 1127, 1805]
news-item-body: مظفرآباد (پ ر) راولپنڈی سے مظفرآباد تک شاہراہ کی توسیع کا منصوبہ تکمیل کے مراحل میں ہے۔ اس منصوبے سے سفر کا دورانیہ کم ہو جائے گا اور حادثات میں کمی آئے گی۔ این ایچ اے کے حکام نے بتایا کہ منصوبہ اگلے سال مکمل ہو جائے گا۔ سڑک کی تعمیر میں معیار کا خاص خیال رکھا جا رہا ہے۔ bbox=[581, 1680, 768, 1937]
news-item-body: مظفرآباد (پ ر) آزاد کشمیر میں جنگلات کے تحفظ کے لیے شجرکاری مہم کا آغاز کر دیا گیا۔ محکمہ جنگلات کے مطابق اس سال لاکھوں پودے لگائے جائیں گے۔ ٹمبر مافیا کے خلاف سخت کارروائی کی جا رہی ہے اور غیر قانونی کٹائی کی روک تھام کے لیے چیک پوسٹیں قائم کی گئی ہیں۔ عوام سے اپیل کی گئی ہے کہ وہ شجرکاری مہم میں بھرپور حصہ لیں۔ طلبہ اور سماجی تنظیمیں بھی اس مہم میں شریک ہیں۔ جنگلات ماحول کے تحفظ کے لیے انتہائی ضروری ہیں۔ bbox=[581, 1041, 768, 1363]
item-header-bar bbox=[4, 201, 191, 220]
item-header-title: ☆ جموں و کشمیر ٹائمز ☆ bbox=[800, 27, 935, 40]
item-header-bar bbox=[389, 1854, 576, 1873]
